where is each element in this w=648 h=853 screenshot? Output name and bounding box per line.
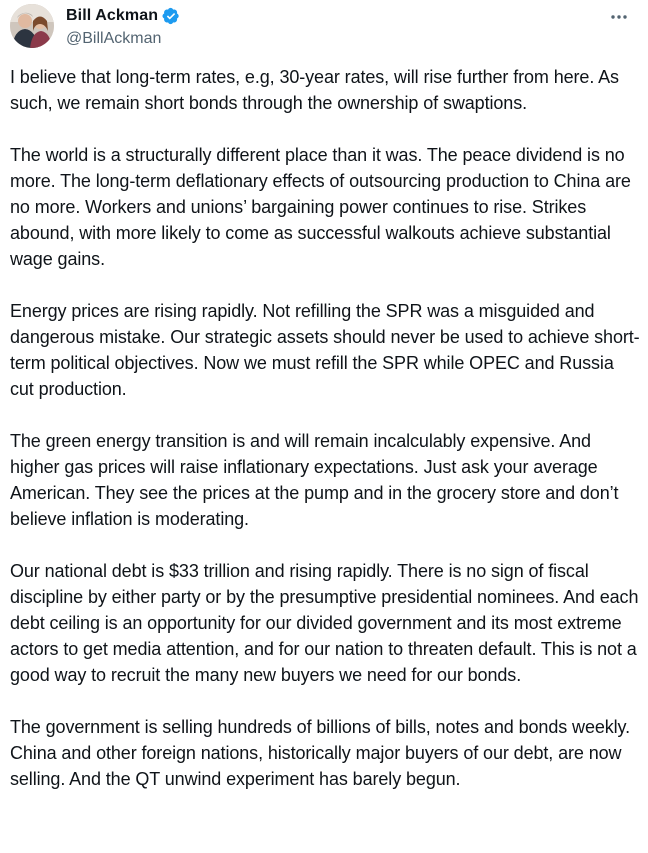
author-names <box>66 5 180 48</box>
display-name-row <box>66 5 180 27</box>
tweet-paragraph: Energy prices are rising rapidly. Not refilling the SPR was a misguided and dangerous mistake. Our strategic assets should never be used to achieve short-term political objectives. Now we must refill the SPR while OPEC and Russia cut production. <box>10 301 640 399</box>
tweet-paragraph: The world is a structurally different place than it was. The peace dividend is no more. The long-term deflationary effects of outsourcing production to China are no more. Workers and unions’ bargaining power continues to rise. Strikes abound, with more likely to come as successful walkouts achieve substantial wage gains. <box>10 145 631 269</box>
tweet-text <box>10 64 640 818</box>
verified-badge-icon[interactable] <box>162 7 180 25</box>
more-options-button[interactable] <box>606 6 632 28</box>
tweet-paragraph: I believe that long-term rates, e.g, 30-year rates, will rise further from here. As such, we remain short bonds through the ownership of swaptions. <box>10 67 619 113</box>
avatar-image <box>10 4 54 48</box>
handle[interactable]: @BillAckman <box>66 30 162 47</box>
tweet-paragraph: The green energy transition is and will remain incalculably expensive. And higher gas prices will raise inflationary expectations. Just ask your average American. They see the prices at the pump and in the grocery store and don’t believe inflation is moderating. <box>10 431 619 529</box>
avatar[interactable] <box>10 4 54 48</box>
tweet-paragraph: The government is selling hundreds of billions of bills, notes and bonds weekly. China and other foreign nations, historically major buyers of our debt, are now selling. And the QT unwind experiment has barely begun. <box>10 717 631 789</box>
more-horizontal-icon <box>610 14 628 20</box>
display-name[interactable]: Bill Ackman <box>66 7 159 24</box>
tweet-header <box>10 4 638 50</box>
tweet-paragraph: Our national debt is $33 trillion and rising rapidly. There is no sign of fiscal discipline by either party or by the presumptive presidential nominees. And each debt ceiling is an opportunity for our divided government and its most extreme actors to get media attention, and for our nation to threaten default. This is not a good way to recruit the many new buyers we need for our bonds. <box>10 561 639 685</box>
